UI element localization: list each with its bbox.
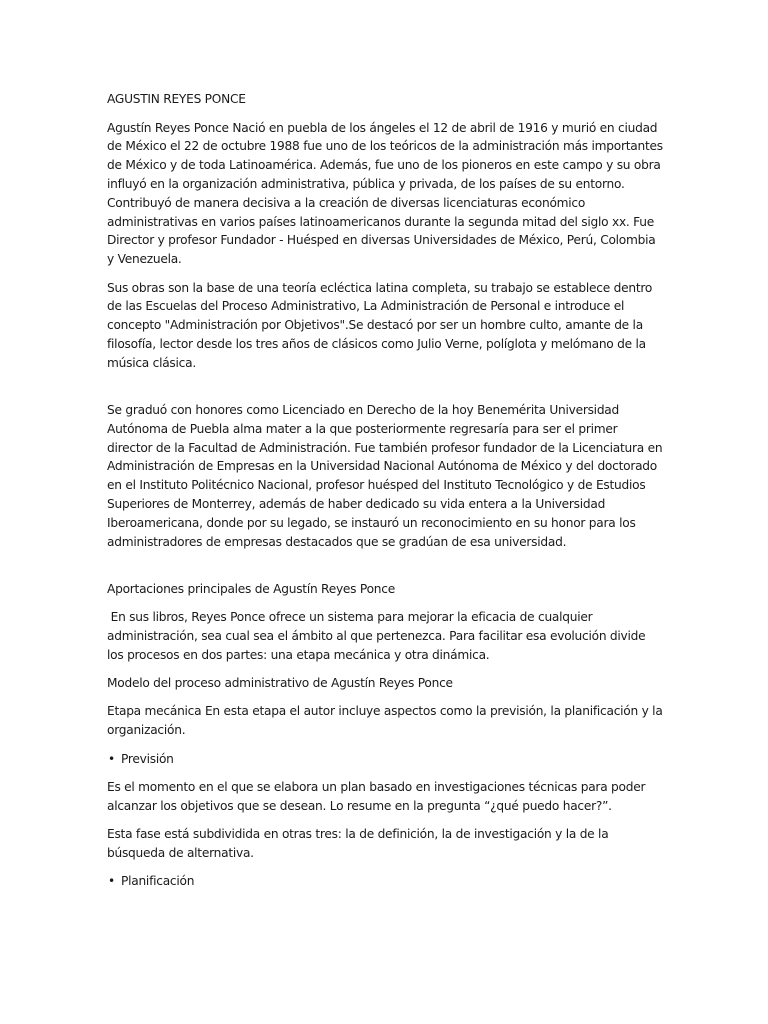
paragraph-mechanical-stage: Etapa mecánica En esta etapa el autor incluye aspectos como la previsión, la planificación y la organización. xyxy=(107,704,663,738)
paragraph-biography: Agustín Reyes Ponce Nació en puebla de los ángeles el 12 de abril de 1916 y murió en ciudad de México el 22 de octubre 1988 fue uno de los teóricos de la administración más importantes de México y de toda Latinoamérica. Además, fue uno de los pioneros en este campo y su obra influyó en la organización administrativa, pública y privada, de los países de su entorno. Contribuyó de manera decisiva a la creación de diversas licenciaturas económico administrativas en varios países latinoamericanos durante la segunda mitad del siglo xx. Fue Director y profesor Fundador - Huésped en diversas Universidades de México, Perú, Colombia y Venezuela. xyxy=(107,120,663,267)
document-body xyxy=(107,90,663,901)
bullet-icon: • xyxy=(108,874,115,889)
bullet-label-planificacion: Planificación xyxy=(121,874,195,889)
document-title: AGUSTIN REYES PONCE xyxy=(107,92,246,106)
paragraph-works: Sus obras son la base de una teoría ecléctica latina completa, su trabajo se establece dentro de las Escuelas del Proceso Administrativo, La Administración de Personal e introduce el concepto "Administración por Objetivos".Se destacó por ser un hombre culto, amante de la filosofía, lector desde los tres años de clásicos como Julio Verne, políglota y melómano de la música clásica. xyxy=(107,280,653,370)
section-heading-model: Modelo del proceso administrativo de Agustín Reyes Ponce xyxy=(107,676,453,691)
section-heading-contributions: Aportaciones principales de Agustín Reyes Ponce xyxy=(107,581,395,596)
bullet-icon: • xyxy=(108,751,115,766)
bullet-item-planificacion xyxy=(107,872,663,891)
paragraph-education: Se graduó con honores como Licenciado en Derecho de la hoy Benemérita Universidad Autónoma de Puebla alma mater a la que posteriormente regresaría para ser el primer director de la Facultad de Administración. Fue también profesor fundador de la Licenciatura en Administración de Empresas en la Universidad Nacional Autónoma de México y del doctorado en el Instituto Politécnico Nacional, profesor huésped del Instituto Tecnológico y de Estudios Superiores de Monterrey, además de haber dedicado su vida entera a la Universidad Iberoamericana, donde por su legado, se instauró un reconocimiento en su honor para los administradores de empresas destacados que se gradúan de esa universidad. xyxy=(107,402,663,549)
paragraph-subdivision: Esta fase está subdividida en otras tres: la de definición, la de investigación y la de la búsqueda de alternativa. xyxy=(107,827,609,861)
paragraph-prevision: Es el momento en el que se elabora un plan basado en investigaciones técnicas para poder alcanzar los objetivos que se desean. Lo resume en la pregunta “¿qué puedo hacer?”. xyxy=(107,780,646,813)
bullet-label-prevision: Previsión xyxy=(121,751,174,766)
bullet-item-prevision xyxy=(107,750,663,769)
paragraph-system: En sus libros, Reyes Ponce ofrece un sistema para mejorar la eficacia de cualquier administración, sea cual sea el ámbito al que pertenezca. Para facilitar esa evolución divide los procesos en dos partes: una etapa mecánica y otra dinámica. xyxy=(107,610,649,662)
